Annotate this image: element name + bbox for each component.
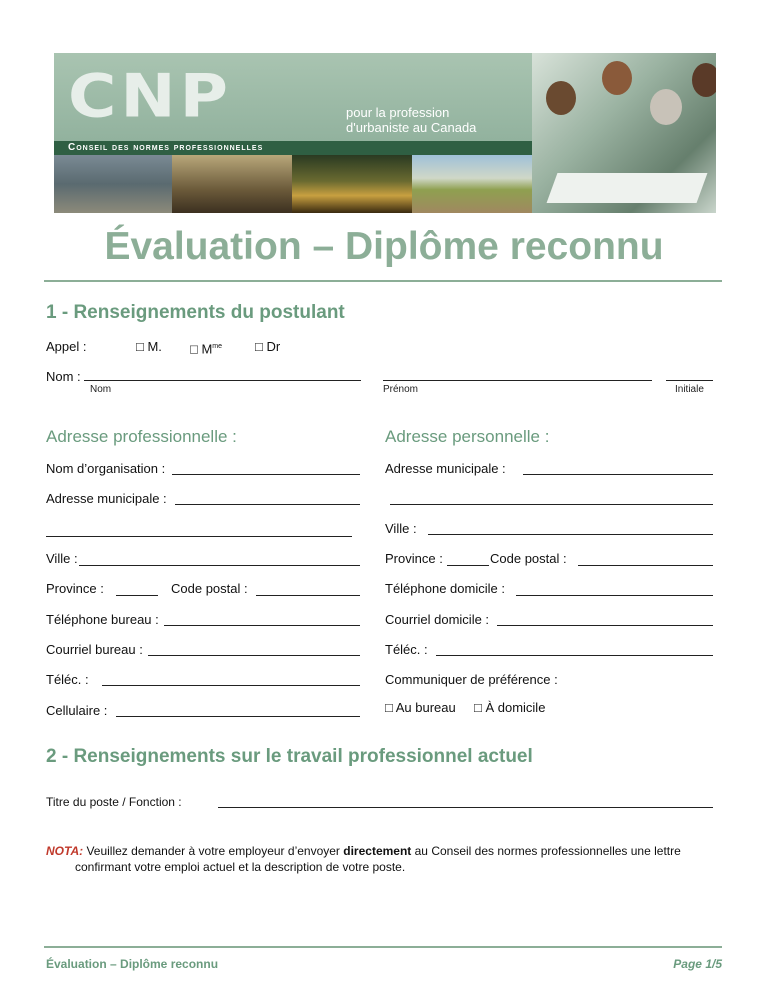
nota-text-2: au Conseil des normes professionnelles une lettre [411, 844, 681, 858]
perso-courriel-field[interactable] [497, 625, 713, 626]
tagline-line-1: pour la profession [346, 105, 450, 120]
poste-field[interactable] [218, 807, 713, 808]
pro-tel-label: Téléphone bureau : [46, 612, 159, 627]
perso-courriel-label: Courriel domicile : [385, 612, 490, 627]
pro-province-field[interactable] [116, 595, 158, 596]
poste-label: Titre du poste / Fonction : [46, 795, 182, 809]
nota-paragraph [46, 843, 726, 875]
sub-label-initiale: Initiale [675, 384, 704, 395]
perso-telec-label: Téléc. : [385, 642, 428, 657]
perso-address-heading: Adresse personnelle : [385, 427, 550, 446]
pro-courriel-field[interactable] [148, 655, 360, 656]
banner-tagline [346, 105, 476, 135]
plans-on-table [547, 173, 708, 203]
checkbox-m[interactable]: □ M. [136, 339, 162, 354]
pro-addr-field[interactable] [175, 504, 360, 505]
prenom-field[interactable] [383, 380, 652, 381]
footer-title: Évaluation – Diplôme reconnu [46, 957, 219, 971]
nota-text-3: confirmant votre emploi actuel et la description de votre poste. [75, 860, 406, 874]
person-4 [692, 63, 716, 97]
checkbox-a-domicile[interactable]: □ À domicile [474, 700, 546, 715]
person-1 [546, 81, 576, 115]
person-2 [602, 61, 632, 95]
pro-province-label: Province : [46, 581, 104, 596]
perso-province-label: Province : [385, 551, 443, 566]
pro-tel-field[interactable] [164, 625, 360, 626]
perso-province-field[interactable] [447, 565, 489, 566]
pro-addr-label: Adresse municipale : [46, 491, 167, 506]
pro-ville-field[interactable] [79, 565, 360, 566]
professionals-photo [532, 53, 716, 213]
appel-label: Appel : [46, 339, 87, 354]
pro-org-field[interactable] [172, 474, 360, 475]
pro-code-field[interactable] [256, 595, 360, 596]
perso-addr-field-2[interactable] [390, 504, 713, 505]
checkbox-dr[interactable]: □ Dr [255, 339, 281, 354]
perso-ville-label: Ville : [385, 521, 417, 536]
title-rule [44, 280, 722, 282]
city-photo [54, 155, 172, 213]
person-3 [650, 89, 682, 125]
banner-org-bar [54, 141, 532, 155]
pro-cell-field[interactable] [116, 716, 360, 717]
perso-ville-field[interactable] [428, 534, 713, 535]
nota-text-1: Veuillez demander à votre employeur d’envoyer [83, 844, 344, 858]
pro-courriel-label: Courriel bureau : [46, 642, 143, 657]
nota-bold: directement [343, 844, 412, 858]
tagline-line-2: d'urbaniste au Canada [346, 120, 477, 135]
perso-pref-label: Communiquer de préférence : [385, 672, 558, 687]
perso-tel-label: Téléphone domicile : [385, 581, 505, 596]
houses-photo [172, 155, 292, 213]
page-title: Évaluation – Diplôme reconnu [104, 225, 664, 268]
pro-cell-label: Cellulaire : [46, 703, 108, 718]
checkbox-mme[interactable] [190, 339, 222, 356]
checkbox-au-bureau[interactable]: □ Au bureau [385, 700, 456, 715]
rural-road-photo [412, 155, 532, 213]
checkbox-mme-label: □ M [190, 341, 213, 357]
nom-label: Nom : [46, 369, 81, 384]
pro-address-heading: Adresse professionnelle : [46, 427, 237, 446]
initiale-field[interactable] [666, 380, 713, 381]
header-banner [54, 53, 716, 213]
sub-label-nom: Nom [90, 384, 112, 395]
section-1-heading: 1 - Renseignements du postulant [46, 302, 345, 323]
perso-telec-field[interactable] [436, 655, 713, 656]
checkbox-mme-sup: me [212, 343, 223, 350]
sub-label-prenom: Prénom [383, 384, 419, 395]
perso-code-label: Code postal : [490, 551, 567, 566]
section-2-heading: 2 - Renseignements sur le travail professionnel actuel [46, 746, 533, 767]
nota-label: NOTA: [46, 844, 84, 858]
pro-telec-label: Téléc. : [46, 672, 89, 687]
perso-addr-field[interactable] [523, 474, 713, 475]
pro-org-label: Nom d’organisation : [46, 461, 166, 476]
pro-ville-label: Ville : [46, 551, 78, 566]
justice-scales-photo [292, 155, 412, 213]
perso-code-field[interactable] [578, 565, 713, 566]
perso-addr-label: Adresse municipale : [385, 461, 506, 476]
pro-telec-field[interactable] [102, 685, 360, 686]
nom-field[interactable] [84, 380, 361, 381]
footer-rule [44, 946, 722, 948]
banner-org-name: Conseil des normes professionnelles [68, 142, 264, 153]
cnp-logo: CNP [68, 61, 233, 131]
pro-addr-field-2[interactable] [46, 536, 352, 537]
perso-tel-field[interactable] [516, 595, 713, 596]
page-number: Page 1/5 [673, 957, 722, 971]
pro-code-label: Code postal : [171, 581, 248, 596]
